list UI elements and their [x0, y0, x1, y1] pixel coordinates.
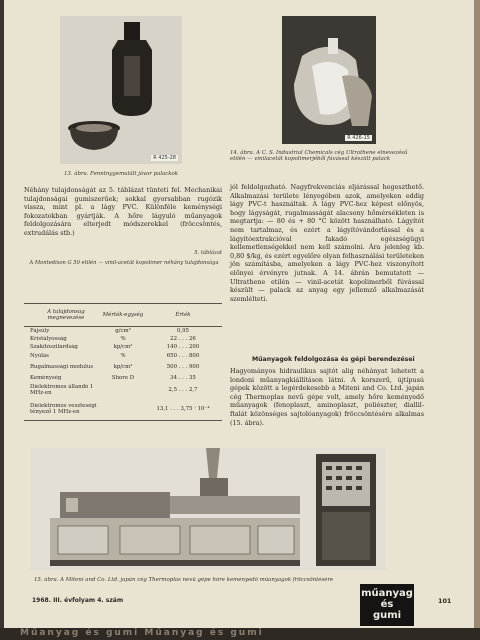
section-heading: Műanyagok feldolgozása és gépi berendezései: [252, 356, 415, 363]
cell-property: Dielektromos állandó 1 MHz-en: [30, 383, 94, 396]
document-page: [4, 0, 474, 628]
figure-13-caption: 13. ábra. Fenntnygemulált jávor palackok: [64, 171, 179, 177]
table-title: A Montedison G 50 etilén — vinil-acetát kopolimer néhány tulajdonsága: [29, 260, 219, 266]
left-intro-paragraph: Néhány tulajdonságát az 5. táblázat tünteti fel. Mechanikai tulajdonságai gumiszerűek; sokkal gyorsabban rugózik vissza, mint pl. a lágy PVC. Különféle keménységi fokozatokban gyártják. A hőre lágyuló műanyagok feldolgozására elterjedt módszerekkel (fröccsöntés, extrudálás stb.): [24, 186, 222, 237]
cell-value: 140 . . . 200: [166, 344, 200, 351]
logo-line-2: és: [380, 599, 394, 610]
cell-unit: %: [120, 352, 126, 359]
cell-property: Dielektromos veszteségi tényező 1 MHz-en: [30, 402, 97, 415]
figure-15-photo: [30, 448, 386, 570]
table-row: [24, 335, 222, 343]
figure-13-tag: R 425-28: [153, 155, 176, 161]
figure-14-photo: [282, 16, 376, 144]
cell-value: 13,1 . . . 3,75 · 10⁻⁴: [156, 405, 210, 412]
page-edge: [474, 0, 480, 628]
cell-unit: kp/cm²: [113, 363, 133, 370]
figure-15-caption: 15. ábra. A Miteni and Co. Ltd. japán cég Thermoplas nevű gépe hőre keményedő műanyagok fröccsöntésére: [34, 577, 334, 583]
table-number: 5. táblázat: [194, 250, 222, 256]
injection-molding-machine-illustration: [30, 448, 386, 570]
cell-property: Szakítószilárdság: [30, 344, 78, 351]
hand-holding-bottle-illustration: [282, 16, 376, 144]
cell-unit: %: [120, 336, 126, 343]
cell-value: 34 . . . 35: [170, 374, 196, 381]
header-property: A tulajdonság megnevezése: [47, 308, 85, 321]
header-value: Érték: [175, 311, 191, 318]
table-row: [24, 360, 222, 374]
cell-unit: g/cm³: [115, 328, 131, 335]
cell-property: Rugalmassági modulus: [30, 363, 94, 370]
cell-value: 0,95: [176, 328, 189, 335]
table-row: [24, 352, 222, 360]
header-unit: Mérték-egység: [102, 311, 144, 318]
logo-line-1: műanyag: [361, 588, 413, 599]
page-number: 101: [438, 597, 452, 605]
table-row: [24, 343, 222, 351]
table-row: [24, 382, 222, 398]
next-page-strip: Műanyag és gumi Műanyag és gumi: [0, 628, 480, 640]
cell-value: 500 . . . 900: [166, 363, 200, 370]
cell-value: 650 . . . 800: [166, 352, 200, 359]
cell-property: Keménység: [30, 374, 62, 381]
table-header-row: [24, 304, 222, 326]
cell-value: 22 . . . 26: [170, 336, 196, 343]
table-bottom-rule: [24, 420, 222, 421]
issue-label: 1968. III. évfolyam 4. szám: [32, 597, 124, 604]
table-row: [24, 327, 222, 335]
cell-unit: Shore D: [111, 374, 135, 381]
table-row: [24, 374, 222, 382]
logo-line-3: gumi: [372, 610, 402, 621]
properties-table: [24, 303, 222, 421]
cell-property: Fajsúly: [30, 328, 50, 335]
journal-logo: [360, 584, 414, 626]
cell-unit: kp/cm²: [113, 344, 133, 351]
figure-14-caption: 14. ábra. A C. S. Industrial Chemicals cég Ultrathene elnevezésű etilén — vinilacetát kopolimerjéből fúvással készült palack: [230, 150, 408, 163]
cell-value: 2,5 . . . 2,7: [168, 386, 198, 393]
cell-property: Kristályosság: [30, 336, 67, 343]
bottle-and-cap-illustration: [60, 16, 182, 164]
figure-13-photo: [60, 16, 182, 164]
cell-property: Nyúlás: [30, 352, 49, 359]
right-paragraph-2: Hagyományos hidraulikus sajtót alig néhányat lehetett a londoni műanyagkiállításon látni. A korszerű, újtípusú gépek között a legérdekesebb a Miteni and Co. Ltd. japán cég Thermoplas nevű gépe volt, amely hőre keményedő műanyagok (fenoplaszt, aminoplaszt, poliészter, diallil-ftalát közönséges sajtolóanyagok) fröccsöntésére alkalmas (15. ábra).: [230, 367, 424, 427]
right-paragraph-1: jól feldolgozható. Nagyfrekvenciás eljárással hegeszthető. Alkalmazási területe lényegében azok, amelyeken eddig lágy PVC-t használtak. A lágy PVC-hez képest előnyös, hogy lágyságát, rugalmasságát alacsony hőmérsékleten is megtartja: — 80 és + 80 °C között használható. Lágyítót nem tartalmaz, és ezért a lágyítóvándorlással és a lágyítóextrakcióval fakadó egészségügyi kellemetlenségekkel nem kell számolni. Ára jelenleg kb. 0,80 $/kg, és ezért egyelőre olyan felhasználási területeken jön számításba, amelyeken a lágy PVC-hez viszonyított előnyei érvényre jutnak. A 14. ábrán bemutatott — Ultrathene etilén — vinil-acetát kopolimerből fúvással készült — palack az anyag egy jellemző alkalmazását szemlélteti.: [230, 183, 424, 303]
figure-14-tag: R 426-15: [347, 135, 370, 141]
table-row: [24, 398, 222, 420]
